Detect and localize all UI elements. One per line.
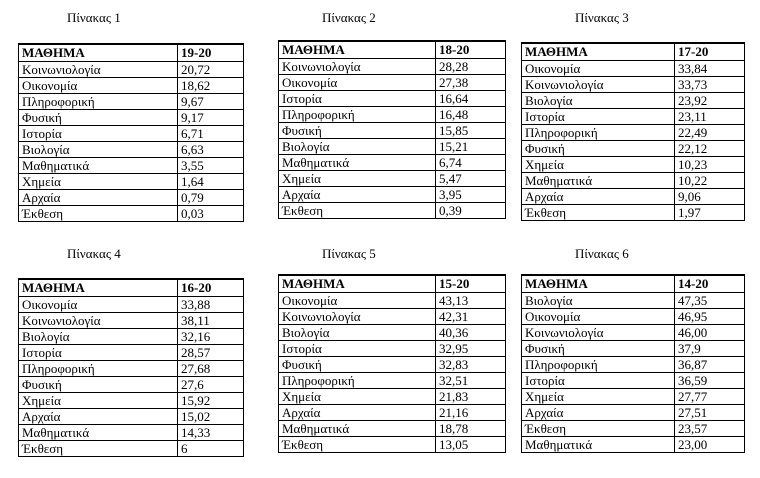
table-row xyxy=(19,94,244,110)
value-cell: 9,67 xyxy=(178,94,244,110)
value-cell: 23,11 xyxy=(675,109,745,125)
table-row xyxy=(19,110,244,126)
table-header-row xyxy=(279,275,506,293)
table-row xyxy=(279,341,506,357)
subject-cell: Φυσική xyxy=(522,141,675,157)
value-cell: 3,95 xyxy=(436,187,506,203)
table-row xyxy=(522,293,745,309)
table-header-row xyxy=(522,275,745,293)
value-cell: 0,39 xyxy=(436,203,506,219)
value-cell: 9,06 xyxy=(675,189,745,205)
value-cell: 27,38 xyxy=(436,75,506,91)
value-cell: 32,95 xyxy=(436,341,506,357)
subject-cell: Βιολογία xyxy=(522,93,675,109)
table-row xyxy=(19,377,244,393)
table-row xyxy=(522,309,745,325)
subject-cell: Βιολογία xyxy=(19,329,178,345)
subject-cell: Πληροφορική xyxy=(19,361,178,377)
value-cell: 22,12 xyxy=(675,141,745,157)
subject-cell: Μαθηματικά xyxy=(19,158,178,174)
subject-cell: Οικονομία xyxy=(279,293,436,309)
header-subject: ΜΑΘΗΜΑ xyxy=(279,275,436,293)
table-row xyxy=(279,325,506,341)
table-row xyxy=(279,437,506,453)
value-cell: 6,71 xyxy=(178,126,244,142)
subject-cell: Κοινωνιολογία xyxy=(279,59,436,75)
table-row xyxy=(279,389,506,405)
value-cell: 32,51 xyxy=(436,373,506,389)
table-row xyxy=(279,309,506,325)
table-row xyxy=(279,203,506,219)
table-caption: Πίνακας 4 xyxy=(67,246,121,261)
value-cell: 0,79 xyxy=(178,190,244,206)
data-table xyxy=(278,274,506,453)
value-cell: 23,00 xyxy=(675,437,745,453)
subject-cell: Χημεία xyxy=(279,389,436,405)
table-row xyxy=(19,158,244,174)
table-row xyxy=(522,77,745,93)
value-cell: 23,57 xyxy=(675,421,745,437)
value-cell: 6 xyxy=(178,441,244,457)
value-cell: 36,87 xyxy=(675,357,745,373)
value-cell: 27,77 xyxy=(675,389,745,405)
subject-cell: Οικονομία xyxy=(279,75,436,91)
table-row xyxy=(522,405,745,421)
subject-cell: Φυσική xyxy=(522,341,675,357)
value-cell: 5,47 xyxy=(436,171,506,187)
subject-cell: Μαθηματικά xyxy=(19,425,178,441)
table-row xyxy=(279,357,506,373)
table-row xyxy=(279,123,506,139)
subject-cell: Αρχαία xyxy=(522,405,675,421)
header-range: 19-20 xyxy=(178,44,244,62)
subject-cell: Οικονομία xyxy=(19,297,178,313)
subject-cell: Φυσική xyxy=(19,377,178,393)
subject-cell: Έκθεση xyxy=(19,206,178,222)
table-row xyxy=(19,142,244,158)
value-cell: 9,17 xyxy=(178,110,244,126)
value-cell: 32,16 xyxy=(178,329,244,345)
value-cell: 28,57 xyxy=(178,345,244,361)
value-cell: 27,6 xyxy=(178,377,244,393)
table-row xyxy=(19,361,244,377)
table-row xyxy=(19,62,244,78)
table-row xyxy=(279,139,506,155)
subject-cell: Ιστορία xyxy=(279,91,436,107)
subject-cell: Έκθεση xyxy=(19,441,178,457)
table-row xyxy=(522,437,745,453)
value-cell: 0,03 xyxy=(178,206,244,222)
table-caption: Πίνακας 6 xyxy=(575,246,629,261)
table-row xyxy=(279,75,506,91)
table-caption: Πίνακας 2 xyxy=(322,10,376,25)
subject-cell: Κοινωνιολογία xyxy=(19,313,178,329)
subject-cell: Αρχαία xyxy=(522,189,675,205)
subject-cell: Πληροφορική xyxy=(279,107,436,123)
subject-cell: Χημεία xyxy=(279,171,436,187)
subject-cell: Βιολογία xyxy=(279,325,436,341)
value-cell: 18,78 xyxy=(436,421,506,437)
subject-cell: Χημεία xyxy=(19,393,178,409)
value-cell: 47,35 xyxy=(675,293,745,309)
value-cell: 10,22 xyxy=(675,173,745,189)
table-row xyxy=(19,174,244,190)
value-cell: 40,36 xyxy=(436,325,506,341)
value-cell: 3,55 xyxy=(178,158,244,174)
value-cell: 16,64 xyxy=(436,91,506,107)
value-cell: 15,21 xyxy=(436,139,506,155)
value-cell: 16,48 xyxy=(436,107,506,123)
table-row xyxy=(522,389,745,405)
value-cell: 38,11 xyxy=(178,313,244,329)
table-row xyxy=(19,126,244,142)
table-row xyxy=(279,421,506,437)
value-cell: 21,83 xyxy=(436,389,506,405)
value-cell: 10,23 xyxy=(675,157,745,173)
value-cell: 15,85 xyxy=(436,123,506,139)
value-cell: 20,72 xyxy=(178,62,244,78)
table-row xyxy=(19,345,244,361)
header-subject: ΜΑΘΗΜΑ xyxy=(522,275,675,293)
table-row xyxy=(522,357,745,373)
table-row xyxy=(279,155,506,171)
table-row xyxy=(279,187,506,203)
subject-cell: Πληροφορική xyxy=(522,357,675,373)
value-cell: 33,73 xyxy=(675,77,745,93)
table-caption: Πίνακας 5 xyxy=(322,246,376,261)
subject-cell: Έκθεση xyxy=(522,205,675,221)
value-cell: 6,74 xyxy=(436,155,506,171)
header-range: 18-20 xyxy=(436,41,506,59)
subject-cell: Πληροφορική xyxy=(19,94,178,110)
table-row xyxy=(19,329,244,345)
table-row xyxy=(522,421,745,437)
table-row xyxy=(19,393,244,409)
value-cell: 27,68 xyxy=(178,361,244,377)
data-table xyxy=(18,43,244,222)
table-row xyxy=(522,373,745,389)
header-subject: ΜΑΘΗΜΑ xyxy=(522,43,675,61)
table-row xyxy=(522,341,745,357)
table-header-row xyxy=(279,41,506,59)
subject-cell: Κοινωνιολογία xyxy=(522,77,675,93)
value-cell: 23,92 xyxy=(675,93,745,109)
subject-cell: Κοινωνιολογία xyxy=(19,62,178,78)
table-row xyxy=(279,373,506,389)
table-row xyxy=(522,125,745,141)
subject-cell: Κοινωνιολογία xyxy=(522,325,675,341)
subject-cell: Ιστορία xyxy=(19,126,178,142)
subject-cell: Κοινωνιολογία xyxy=(279,309,436,325)
table-row xyxy=(522,325,745,341)
subject-cell: Έκθεση xyxy=(279,437,436,453)
header-range: 14-20 xyxy=(675,275,745,293)
value-cell: 22,49 xyxy=(675,125,745,141)
table-row xyxy=(19,313,244,329)
data-table xyxy=(18,278,244,457)
data-table xyxy=(278,40,506,219)
value-cell: 27,51 xyxy=(675,405,745,421)
subject-cell: Βιολογία xyxy=(522,293,675,309)
subject-cell: Οικονομία xyxy=(19,78,178,94)
header-range: 16-20 xyxy=(178,279,244,297)
value-cell: 42,31 xyxy=(436,309,506,325)
table-row xyxy=(279,293,506,309)
table-row xyxy=(19,425,244,441)
table-row xyxy=(19,441,244,457)
subject-cell: Βιολογία xyxy=(19,142,178,158)
subject-cell: Μαθηματικά xyxy=(279,421,436,437)
value-cell: 37,9 xyxy=(675,341,745,357)
value-cell: 43,13 xyxy=(436,293,506,309)
value-cell: 21,16 xyxy=(436,405,506,421)
table-row xyxy=(279,91,506,107)
subject-cell: Φυσική xyxy=(279,357,436,373)
subject-cell: Ιστορία xyxy=(19,345,178,361)
subject-cell: Αρχαία xyxy=(19,190,178,206)
value-cell: 14,33 xyxy=(178,425,244,441)
table-row xyxy=(19,409,244,425)
table-row xyxy=(522,157,745,173)
subject-cell: Ιστορία xyxy=(522,109,675,125)
value-cell: 28,28 xyxy=(436,59,506,75)
table-row xyxy=(279,171,506,187)
table-caption: Πίνακας 3 xyxy=(575,10,629,25)
value-cell: 6,63 xyxy=(178,142,244,158)
table-row xyxy=(522,205,745,221)
header-subject: ΜΑΘΗΜΑ xyxy=(19,44,178,62)
subject-cell: Χημεία xyxy=(522,389,675,405)
table-row xyxy=(19,206,244,222)
table-row xyxy=(522,93,745,109)
table-row xyxy=(279,107,506,123)
subject-cell: Αρχαία xyxy=(19,409,178,425)
value-cell: 1,97 xyxy=(675,205,745,221)
data-table xyxy=(521,274,745,453)
table-header-row xyxy=(522,43,745,61)
table-row xyxy=(19,78,244,94)
value-cell: 46,00 xyxy=(675,325,745,341)
subject-cell: Έκθεση xyxy=(279,203,436,219)
subject-cell: Χημεία xyxy=(522,157,675,173)
subject-cell: Έκθεση xyxy=(522,421,675,437)
table-row xyxy=(19,190,244,206)
table-row xyxy=(522,109,745,125)
subject-cell: Μαθηματικά xyxy=(522,437,675,453)
subject-cell: Μαθηματικά xyxy=(279,155,436,171)
subject-cell: Αρχαία xyxy=(279,187,436,203)
table-row xyxy=(19,297,244,313)
table-caption: Πίνακας 1 xyxy=(67,10,121,25)
subject-cell: Χημεία xyxy=(19,174,178,190)
subject-cell: Ιστορία xyxy=(279,341,436,357)
table-row xyxy=(522,173,745,189)
table-row xyxy=(522,141,745,157)
table-header-row xyxy=(19,44,244,62)
subject-cell: Φυσική xyxy=(279,123,436,139)
value-cell: 33,84 xyxy=(675,61,745,77)
subject-cell: Φυσική xyxy=(19,110,178,126)
value-cell: 33,88 xyxy=(178,297,244,313)
table-row xyxy=(279,59,506,75)
value-cell: 1,64 xyxy=(178,174,244,190)
value-cell: 13,05 xyxy=(436,437,506,453)
value-cell: 46,95 xyxy=(675,309,745,325)
subject-cell: Μαθηματικά xyxy=(522,173,675,189)
subject-cell: Οικονομία xyxy=(522,61,675,77)
subject-cell: Πληροφορική xyxy=(522,125,675,141)
value-cell: 18,62 xyxy=(178,78,244,94)
subject-cell: Αρχαία xyxy=(279,405,436,421)
subject-cell: Ιστορία xyxy=(522,373,675,389)
value-cell: 36,59 xyxy=(675,373,745,389)
table-row xyxy=(522,61,745,77)
value-cell: 15,02 xyxy=(178,409,244,425)
subject-cell: Πληροφορική xyxy=(279,373,436,389)
subject-cell: Βιολογία xyxy=(279,139,436,155)
table-row xyxy=(522,189,745,205)
value-cell: 15,92 xyxy=(178,393,244,409)
header-subject: ΜΑΘΗΜΑ xyxy=(19,279,178,297)
data-table xyxy=(521,42,745,221)
header-range: 15-20 xyxy=(436,275,506,293)
table-header-row xyxy=(19,279,244,297)
value-cell: 32,83 xyxy=(436,357,506,373)
header-range: 17-20 xyxy=(675,43,745,61)
subject-cell: Οικονομία xyxy=(522,309,675,325)
header-subject: ΜΑΘΗΜΑ xyxy=(279,41,436,59)
table-row xyxy=(279,405,506,421)
